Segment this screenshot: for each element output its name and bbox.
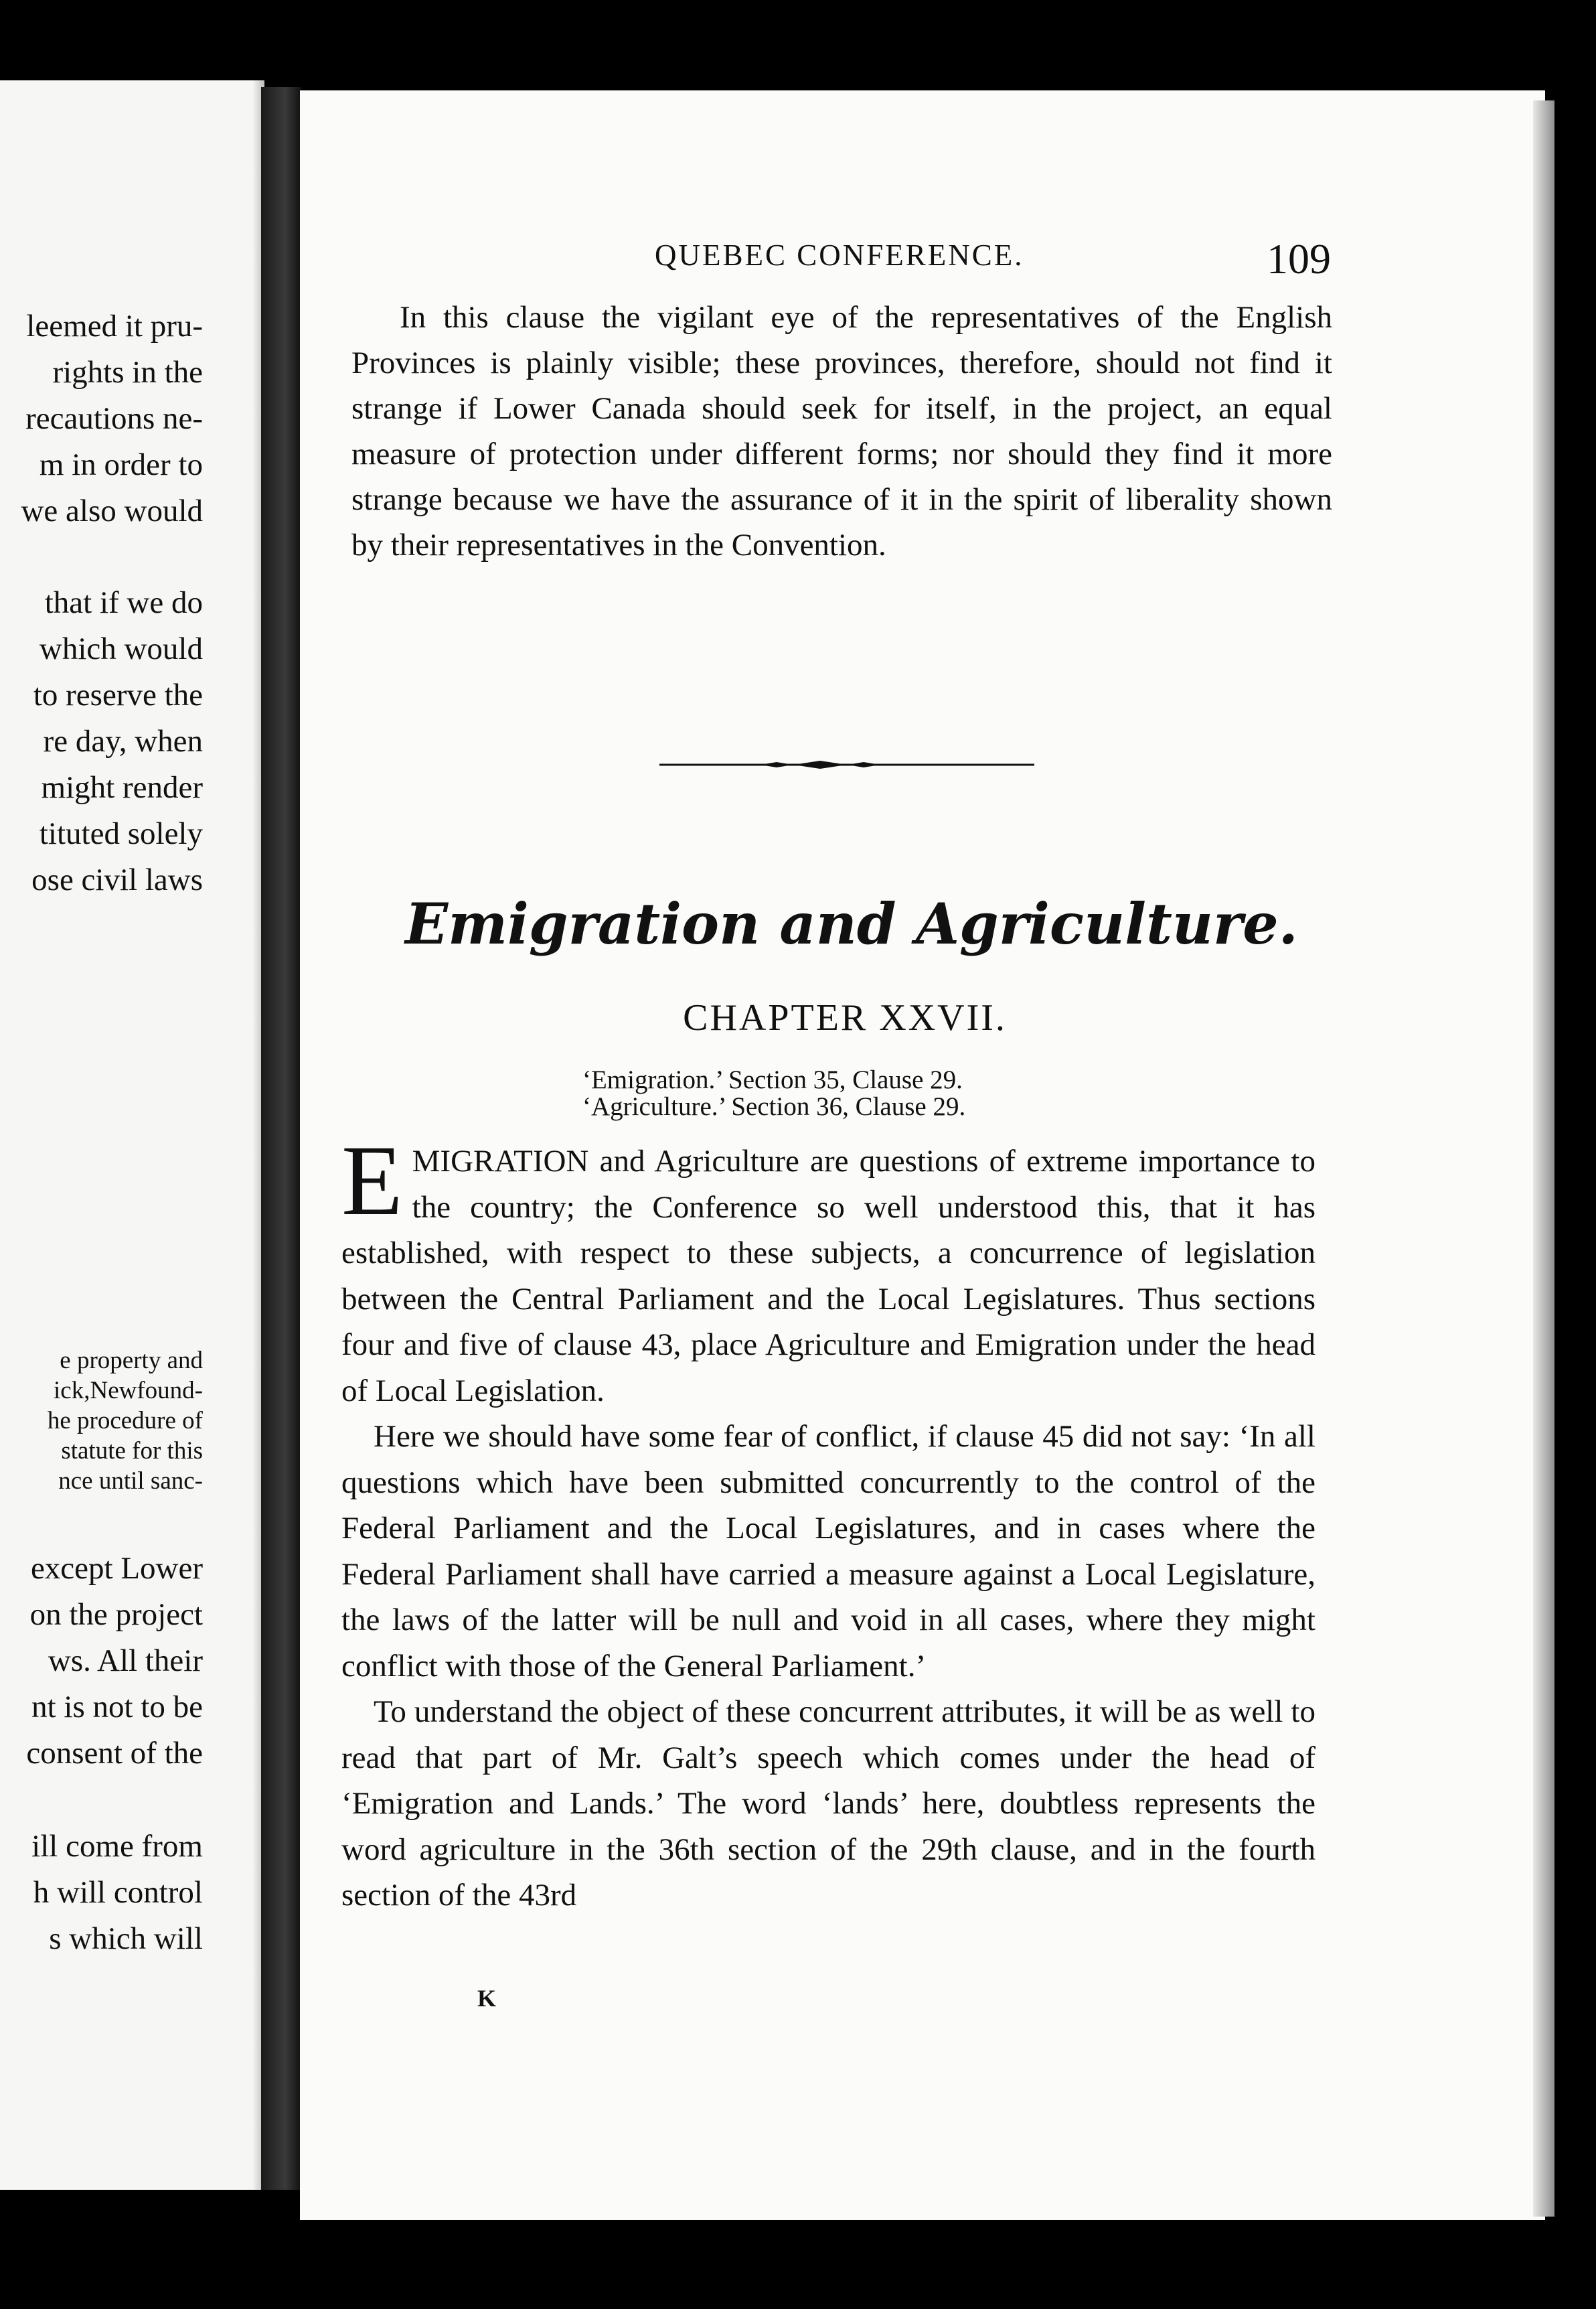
chapter-heading: CHAPTER XXVII. bbox=[683, 997, 1007, 1039]
left-text-fragment: might render bbox=[41, 770, 203, 805]
body-paragraph: To understand the object of these concurrent attributes, it will be as well to read that part of Mr. Galt’s speech which comes under the head of ‘Emigration and Lands.’ The word ‘lands’ here, doubtless represents the word agriculture in the 36th section of the 29th clause, and in the fourth section of the 43rd bbox=[341, 1694, 1315, 1913]
left-text-fragment: on the project bbox=[29, 1597, 203, 1632]
section-reference: ‘Agriculture.’ Section 36, Clause 29. bbox=[582, 1092, 966, 1121]
running-head: QUEBEC CONFERENCE. bbox=[655, 238, 1024, 272]
section-title: Emigration and Agriculture. bbox=[405, 891, 1298, 957]
body-paragraph-text: MIGRATION and Agriculture are questions of extreme importance to the country; the Conference so well understood this, that it has established, with respect to these subjects, a concurrence of legislation between the Central Parliament and the Local Legislatures. Thus sections four and five of clause 43, place Agriculture and Emigration under the head of Local Legislation. bbox=[341, 1144, 1315, 1408]
left-text-fragment: s which will bbox=[49, 1921, 203, 1956]
body-paragraph bbox=[341, 1125, 1315, 1414]
left-text-fragment: which would bbox=[39, 631, 203, 666]
left-text-fragment: ill come from bbox=[31, 1829, 203, 1864]
left-footnote-fragment: he procedure of bbox=[47, 1407, 203, 1434]
left-page bbox=[0, 80, 264, 2190]
left-text-fragment: consent of the bbox=[26, 1736, 203, 1771]
signature-mark: K bbox=[477, 1985, 497, 2012]
left-footnote-fragment: ick,Newfound- bbox=[54, 1377, 203, 1404]
chapter-body bbox=[341, 1125, 1315, 1919]
left-text-fragment: rights in the bbox=[52, 355, 203, 390]
book-gutter bbox=[261, 87, 301, 2190]
left-text-fragment: tituted solely bbox=[39, 816, 203, 851]
left-text-fragment: we also would bbox=[21, 494, 203, 528]
body-paragraph: Here we should have some fear of conflict, if clause 45 did not say: ‘In all questions which have been submitted concurrently to the control of the Federal Parliament and the Local Legislatures, and in cases where the Federal Parliament shall have carried a measure against a Local Legislature, the laws of the latter will be null and void in all cases, where they might conflict with those of the General Parliament.’ bbox=[341, 1419, 1315, 1684]
ornamental-rule bbox=[659, 759, 1034, 770]
left-footnote-fragment: nce until sanc- bbox=[58, 1467, 203, 1495]
left-text-fragment: that if we do bbox=[44, 585, 203, 620]
left-text-fragment: ose civil laws bbox=[31, 863, 203, 897]
left-text-fragment: re day, when bbox=[43, 724, 203, 759]
left-text-fragment: m in order to bbox=[39, 447, 203, 482]
opening-paragraph: In this clause the vigilant eye of the representatives of the English Provinces is plainly visible; these provinces, therefore, should not find it strange if Lower Canada should seek for itself, in the project, an equal measure of protection under different forms; nor should they find it more strange because we have the assurance of it in the spirit of liberality shown by their representatives in the Convention. bbox=[351, 300, 1332, 563]
section-reference: ‘Emigration.’ Section 35, Clause 29. bbox=[582, 1065, 963, 1094]
left-footnote-fragment: statute for this bbox=[61, 1437, 203, 1465]
left-text-fragment: to reserve the bbox=[33, 678, 203, 713]
left-text-fragment: except Lower bbox=[30, 1551, 203, 1586]
page-number: 109 bbox=[1267, 235, 1331, 283]
left-text-fragment: h will control bbox=[33, 1875, 203, 1910]
left-text-fragment: ws. All their bbox=[48, 1643, 203, 1678]
left-text-fragment: nt is not to be bbox=[31, 1690, 203, 1724]
page-edge bbox=[1533, 100, 1554, 2217]
drop-cap: E bbox=[341, 1125, 403, 1236]
left-footnote-fragment: e property and bbox=[60, 1347, 203, 1374]
left-text-fragment: recautions ne- bbox=[25, 401, 203, 436]
left-text-fragment: leemed it pru- bbox=[26, 309, 203, 344]
